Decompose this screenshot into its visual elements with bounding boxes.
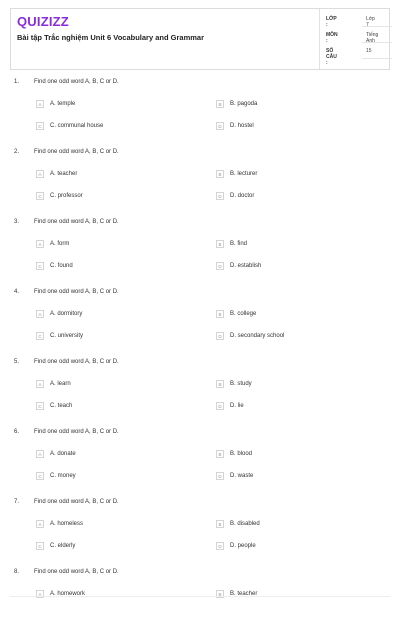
question-text: Find one odd word A, B, C or D. [34,429,119,435]
question-text: Find one odd word A, B, C or D. [34,219,119,225]
option-text: B. study [230,380,252,387]
page-title: Bài tập Trắc nghiệm Unit 6 Vocabulary and Grammar [17,33,204,42]
question-item [0,289,400,359]
option-letter-box: D [216,122,224,130]
option-letter-box: C [36,402,44,410]
meta-underline [362,26,392,27]
question-number: 8. [14,569,20,575]
option-letter-box: C [36,122,44,130]
option-letter-box: C [36,192,44,200]
option-letter-box: B [216,590,224,598]
meta-key: SỐ CÂU : [326,48,337,66]
option-letter-box: B [216,170,224,178]
option-letter-box: A [36,100,44,108]
question-number: 7. [14,499,20,505]
question-number: 6. [14,429,20,435]
option-text: A. homework [50,590,86,597]
option-text: B. find [230,240,248,247]
option-letter-box: B [216,240,224,248]
question-text: Find one odd word A, B, C or D. [34,289,119,295]
option-letter-box: C [36,472,44,480]
option-letter-box: B [216,100,224,108]
question-number: 3. [14,219,20,225]
question-number: 4. [14,289,20,295]
meta-value: Tiếng Anh [366,32,379,44]
option-text: C. elderly [50,542,76,549]
option-text: D. hostel [230,122,254,129]
option-letter-box: B [216,310,224,318]
option-text: B. teacher [230,590,258,597]
question-number: 1. [14,79,20,85]
option-letter-box: C [36,542,44,550]
option-text: D. secondary school [230,332,285,339]
option-letter-box: D [216,542,224,550]
option-text: C. teach [50,402,73,409]
option-letter-box: A [36,310,44,318]
question-item [0,219,400,289]
option-letter-box: D [216,402,224,410]
option-text: A. teacher [50,170,78,177]
option-text: A. dormitory [50,310,83,317]
question-text: Find one odd word A, B, C or D. [34,359,119,365]
meta-value: Lớp 7 [366,16,375,28]
option-text: D. lie [230,402,244,409]
option-letter-box: A [36,240,44,248]
question-item [0,359,400,429]
option-text: B. college [230,310,257,317]
option-text: B. blood [230,450,253,457]
question-item [0,569,400,639]
meta-underline [362,42,392,43]
option-text: C. communal house [50,122,104,129]
question-text: Find one odd word A, B, C or D. [34,499,119,505]
option-letter-box: A [36,520,44,528]
option-text: B. disabled [230,520,260,527]
question-number: 2. [14,149,20,155]
option-letter-box: D [216,262,224,270]
option-text: D. doctor [230,192,255,199]
option-letter-box: A [36,590,44,598]
option-text: A. form [50,240,70,247]
option-text: C. money [50,472,76,479]
option-letter-box: B [216,450,224,458]
meta-key: LỚP : [326,16,337,28]
option-letter-box: D [216,472,224,480]
question-item [0,499,400,569]
question-text: Find one odd word A, B, C or D. [34,569,119,575]
worksheet-header [10,8,390,70]
option-text: A. homeless [50,520,84,527]
meta-underline [362,58,392,59]
option-text: C. professor [50,192,83,199]
option-letter-box: C [36,262,44,270]
question-item [0,149,400,219]
option-letter-box: C [36,332,44,340]
meta-key: MÔN : [326,32,338,44]
option-text: D. waste [230,472,254,479]
option-letter-box: A [36,170,44,178]
question-item [0,79,400,149]
option-text: D. people [230,542,256,549]
page-divider [10,596,390,597]
option-text: C. university [50,332,84,339]
option-text: B. lecturer [230,170,258,177]
question-text: Find one odd word A, B, C or D. [34,149,119,155]
option-letter-box: A [36,450,44,458]
option-text: D. establish [230,262,262,269]
option-letter-box: A [36,380,44,388]
meta-value: 15 [366,48,372,54]
option-text: A. temple [50,100,76,107]
quizizz-logo: QUIZIZZ [17,14,69,29]
option-text: A. learn [50,380,71,387]
question-number: 5. [14,359,20,365]
option-letter-box: D [216,332,224,340]
option-text: B. pagoda [230,100,258,107]
option-letter-box: D [216,192,224,200]
option-text: A. donate [50,450,76,457]
option-letter-box: B [216,520,224,528]
option-letter-box: B [216,380,224,388]
question-item [0,429,400,499]
meta-info [319,9,391,69]
option-text: C. found [50,262,73,269]
question-text: Find one odd word A, B, C or D. [34,79,119,85]
